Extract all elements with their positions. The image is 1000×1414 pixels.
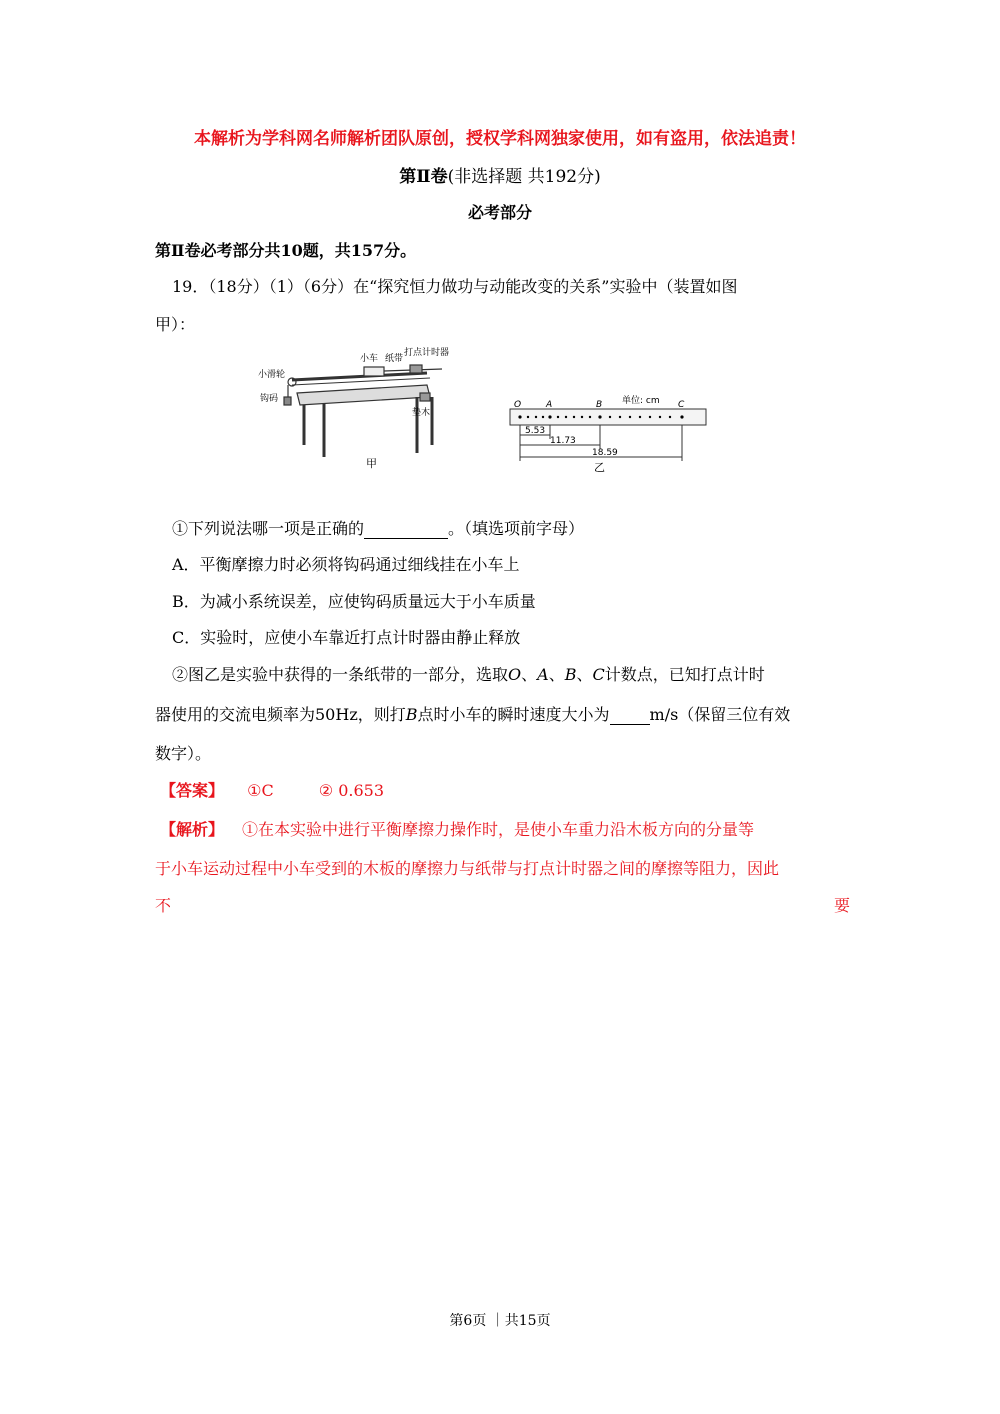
point-A: A xyxy=(537,665,549,684)
question-2-line-1 xyxy=(172,662,867,685)
page-footer: 第6页 ｜共15页 xyxy=(449,1313,551,1329)
answer-label: 【答案】 xyxy=(160,781,225,800)
analysis-label: 【解析】 xyxy=(160,820,225,839)
label-timer: 打点计时器 xyxy=(404,348,450,358)
question-2-line-2 xyxy=(155,702,850,725)
question-2-text-e: m/s（保留三位有效 xyxy=(649,705,791,724)
answer-1: ①C xyxy=(247,781,274,800)
sep-3: 、 xyxy=(576,665,593,684)
question-1-prefix: ①下列说法哪一项是正确的 xyxy=(172,519,365,538)
section-title-rest: (非选择题 共192分) xyxy=(447,167,601,187)
analysis-text-1: ①在本实验中进行平衡摩擦力操作时，是使小车重力沿木板方向的分量等 xyxy=(242,820,755,839)
question-1-suffix: 。（填选项前字母） xyxy=(448,519,585,538)
tape-point-B: B xyxy=(596,400,603,410)
question-2-text-d: 点时小车的瞬时速度大小为 xyxy=(417,705,610,724)
label-block: 垫木 xyxy=(412,408,431,418)
option-b: B．为减小系统误差，应使钩码质量远大于小车质量 xyxy=(172,592,536,611)
tape-distance-1: 5.53 xyxy=(525,426,546,436)
label-car: 小车 xyxy=(360,354,379,364)
analysis-line-3 xyxy=(155,893,850,916)
tape-unit: 单位: cm xyxy=(622,396,660,406)
analysis-text-3-left: 不 xyxy=(155,896,172,915)
section-title-bold: 第Ⅱ卷 xyxy=(399,167,448,187)
tape-distance-3: 18.59 xyxy=(592,448,618,458)
caption-jia: 甲 xyxy=(366,457,377,470)
option-a: A．平衡摩擦力时必须将钩码通过细线挂在小车上 xyxy=(172,555,520,574)
tape-point-C: C xyxy=(678,400,685,410)
question-line-2: 甲）： xyxy=(155,315,196,334)
option-c: C．实验时，应使小车靠近打点计时器由静止释放 xyxy=(172,628,521,647)
section-description: 第Ⅱ卷必考部分共10题，共157分。 xyxy=(155,241,417,260)
sep-1: 、 xyxy=(521,665,538,684)
point-O: O xyxy=(508,665,522,684)
question-2-text-c: 器使用的交流电频率为50Hz，则打 xyxy=(155,705,406,724)
label-tape: 纸带 xyxy=(385,354,404,364)
analysis-line-1 xyxy=(160,817,855,840)
analysis-text-3-right: 要 xyxy=(833,896,850,915)
point-B-2: B xyxy=(405,705,418,724)
experiment-figure xyxy=(252,345,712,475)
copyright-notice: 本解析为学科网名师解析团队原创，授权学科网独家使用，如有盗用，依法追责！ xyxy=(194,129,806,149)
analysis-line-2: 于小车运动过程中小车受到的木板的摩擦力与纸带与打点计时器之间的摩擦等阻力，因此 xyxy=(155,859,780,878)
caption-yi: 乙 xyxy=(594,461,605,474)
answer-line xyxy=(160,778,855,801)
section-subtitle: 必考部分 xyxy=(467,203,532,222)
question-2-text-a: ②图乙是实验中获得的一条纸带的一部分，选取 xyxy=(172,665,509,684)
answer-blank-2 xyxy=(610,705,650,725)
point-C: C xyxy=(592,665,605,684)
label-pulley: 小滑轮 xyxy=(258,370,286,380)
point-B: B xyxy=(564,665,577,684)
section-title xyxy=(0,162,1000,187)
question-2-line-3: 数字）。 xyxy=(155,744,212,763)
tape-distance-2: 11.73 xyxy=(550,436,576,446)
answer-blank-1 xyxy=(364,519,448,539)
tape-point-O: O xyxy=(514,400,522,410)
question-1 xyxy=(172,516,867,539)
answer-2: ② 0.653 xyxy=(318,781,385,800)
question-line-1: 19．（18分）（1）（6分）在“探究恒力做功与动能改变的关系”实验中（装置如图 xyxy=(172,277,738,296)
tape-diagram xyxy=(510,394,706,474)
question-2-text-b: 计数点，已知打点计时 xyxy=(604,665,765,684)
tape-point-A: A xyxy=(546,400,553,410)
label-weight: 钩码 xyxy=(260,394,279,404)
sep-2: 、 xyxy=(548,665,565,684)
